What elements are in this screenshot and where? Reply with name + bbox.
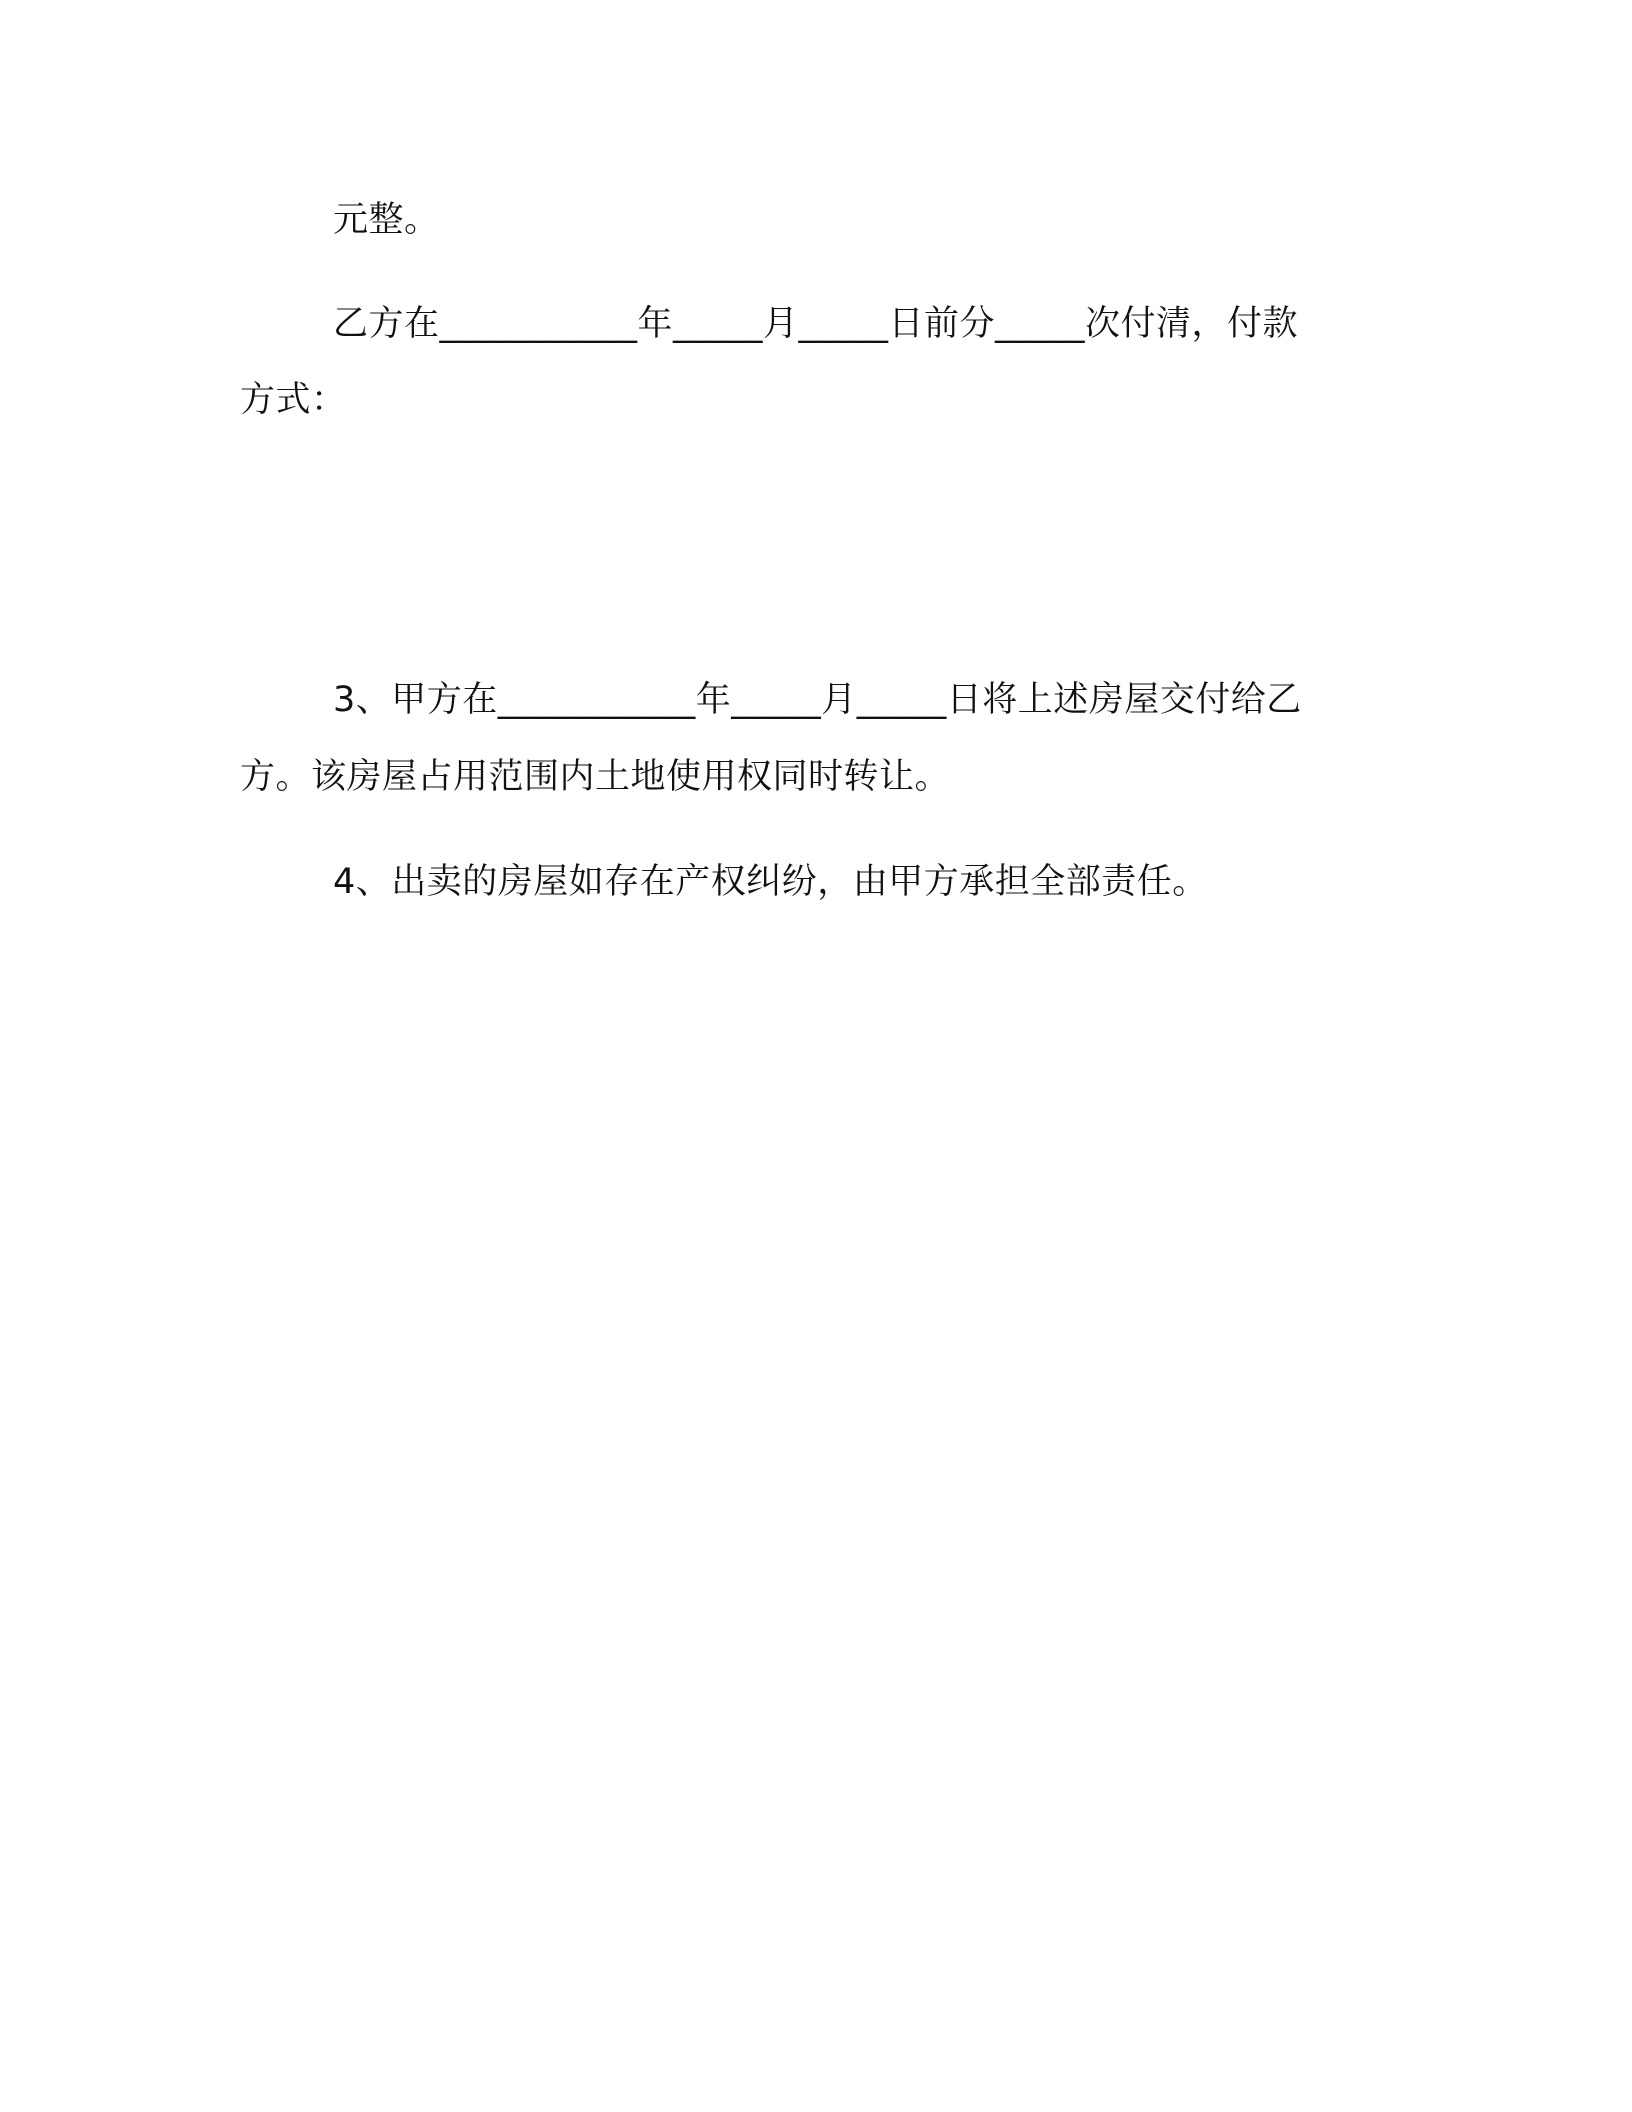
text-line-payment-terms: 乙方在___________年_____月_____日前分_____次付清，付款 <box>333 304 1299 344</box>
text-line-clause-3-cont: 方。该房屋占用范围内土地使用权同时转让。 <box>240 757 951 797</box>
text-line-clause-4: 4、出卖的房屋如存在产权纠纷，由甲方承担全部责任。 <box>333 862 1208 902</box>
text-line-clause-3: 3、甲方在___________年_____月_____日将上述房屋交付给乙 <box>333 680 1302 720</box>
text-line-payment-method: 方式： <box>240 380 347 420</box>
text-line-amount-end: 元整。 <box>333 200 440 240</box>
